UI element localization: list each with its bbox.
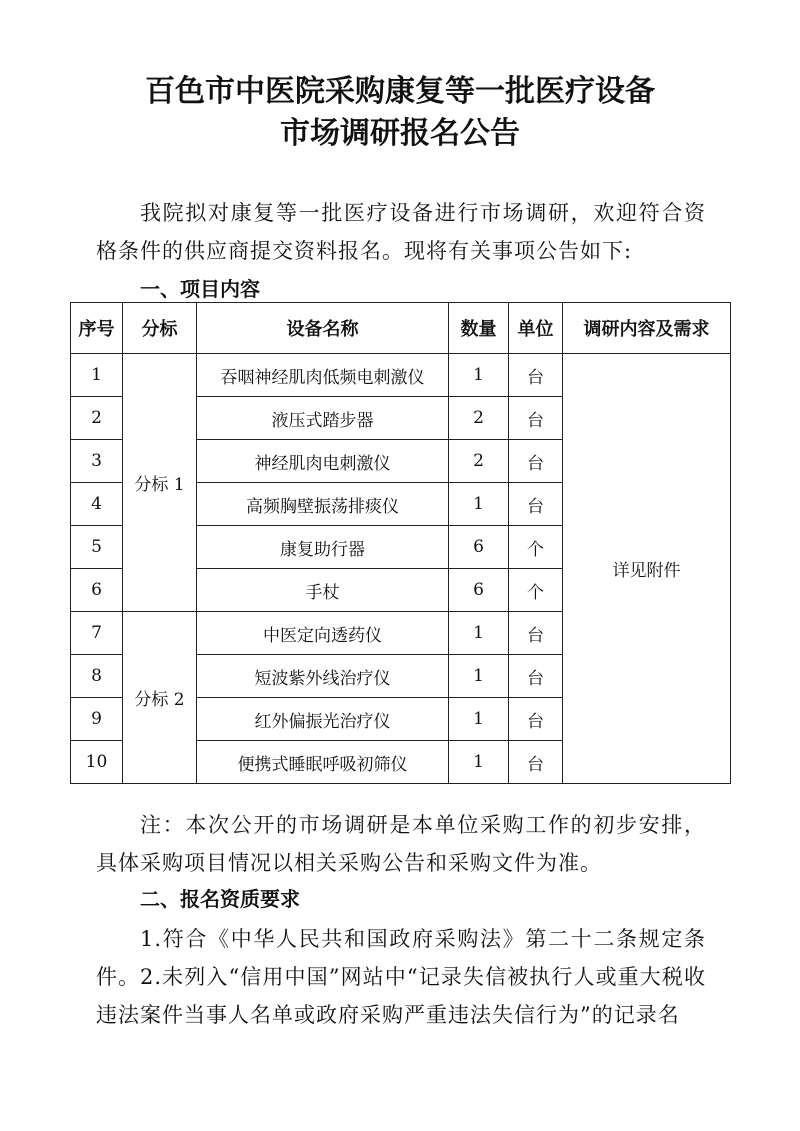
qty-cell: 1 xyxy=(449,612,509,655)
seq-cell: 5 xyxy=(71,526,123,569)
requirement-cell: 详见附件 xyxy=(563,354,731,784)
seq-cell: 2 xyxy=(71,397,123,440)
section1-heading: 一、项目内容 xyxy=(140,277,260,301)
seq-cell: 6 xyxy=(71,569,123,612)
qty-cell: 2 xyxy=(449,397,509,440)
seq-cell: 7 xyxy=(71,612,123,655)
document-title-line2: 市场调研报名公告 xyxy=(280,116,520,151)
equipment-table xyxy=(70,302,731,784)
header-qty: 数量 xyxy=(449,303,509,354)
seq-cell: 3 xyxy=(71,440,123,483)
equipment-name-cell: 高频胸壁振荡排痰仪 xyxy=(197,483,449,526)
equipment-name-cell: 吞咽神经肌肉低频电刺激仪 xyxy=(197,354,449,397)
equipment-name-cell: 手杖 xyxy=(197,569,449,612)
header-name: 设备名称 xyxy=(197,303,449,354)
seq-cell: 4 xyxy=(71,483,123,526)
unit-cell: 台 xyxy=(509,612,563,655)
table-row xyxy=(71,354,731,397)
qty-cell: 1 xyxy=(449,741,509,784)
intro-paragraph: 我院拟对康复等一批医疗设备进行市场调研，欢迎符合资格条件的供应商提交资料报名。现将有关事项公告如下: xyxy=(96,201,706,263)
section2-heading: 二、报名资质要求 xyxy=(140,887,300,911)
unit-cell: 台 xyxy=(509,741,563,784)
qty-cell: 1 xyxy=(449,655,509,698)
lot-cell: 分标 2 xyxy=(123,612,197,784)
equipment-name-cell: 中医定向透药仪 xyxy=(197,612,449,655)
lot-cell: 分标 1 xyxy=(123,354,197,612)
table-header-row xyxy=(71,303,731,354)
qualification-item: 1.符合《中华人民共和国政府采购法》第二十二条规定条件。 xyxy=(96,927,706,989)
header-requirement: 调研内容及需求 xyxy=(563,303,731,354)
qty-cell: 6 xyxy=(449,526,509,569)
equipment-name-cell: 康复助行器 xyxy=(197,526,449,569)
equipment-name-cell: 液压式踏步器 xyxy=(197,397,449,440)
header-seq: 序号 xyxy=(71,303,123,354)
qty-cell: 6 xyxy=(449,569,509,612)
qty-cell: 1 xyxy=(449,483,509,526)
header-unit: 单位 xyxy=(509,303,563,354)
seq-cell: 10 xyxy=(71,741,123,784)
unit-cell: 台 xyxy=(509,655,563,698)
unit-cell: 台 xyxy=(509,483,563,526)
unit-cell: 个 xyxy=(509,526,563,569)
note-paragraph: 注：本次公开的市场调研是本单位采购工作的初步安排，具体采购项目情况以相关采购公告和采购文件为准。 xyxy=(96,813,706,875)
qty-cell: 1 xyxy=(449,698,509,741)
equipment-name-cell: 便携式睡眠呼吸初筛仪 xyxy=(197,741,449,784)
unit-cell: 台 xyxy=(509,354,563,397)
qualification-item: 2.未列入“信用中国”网站中“记录失信被执行人或重大税收违法案件当事人名单或政府采购严重违法失信行为”的记录名 xyxy=(96,965,706,1027)
header-lot: 分标 xyxy=(123,303,197,354)
equipment-name-cell: 神经肌肉电刺激仪 xyxy=(197,440,449,483)
equipment-name-cell: 红外偏振光治疗仪 xyxy=(197,698,449,741)
qty-cell: 1 xyxy=(449,354,509,397)
qty-cell: 2 xyxy=(449,440,509,483)
unit-cell: 台 xyxy=(509,440,563,483)
equipment-name-cell: 短波紫外线治疗仪 xyxy=(197,655,449,698)
unit-cell: 个 xyxy=(509,569,563,612)
seq-cell: 9 xyxy=(71,698,123,741)
seq-cell: 8 xyxy=(71,655,123,698)
seq-cell: 1 xyxy=(71,354,123,397)
document-title-line1: 百色市中医院采购康复等一批医疗设备 xyxy=(145,74,655,109)
unit-cell: 台 xyxy=(509,397,563,440)
unit-cell: 台 xyxy=(509,698,563,741)
